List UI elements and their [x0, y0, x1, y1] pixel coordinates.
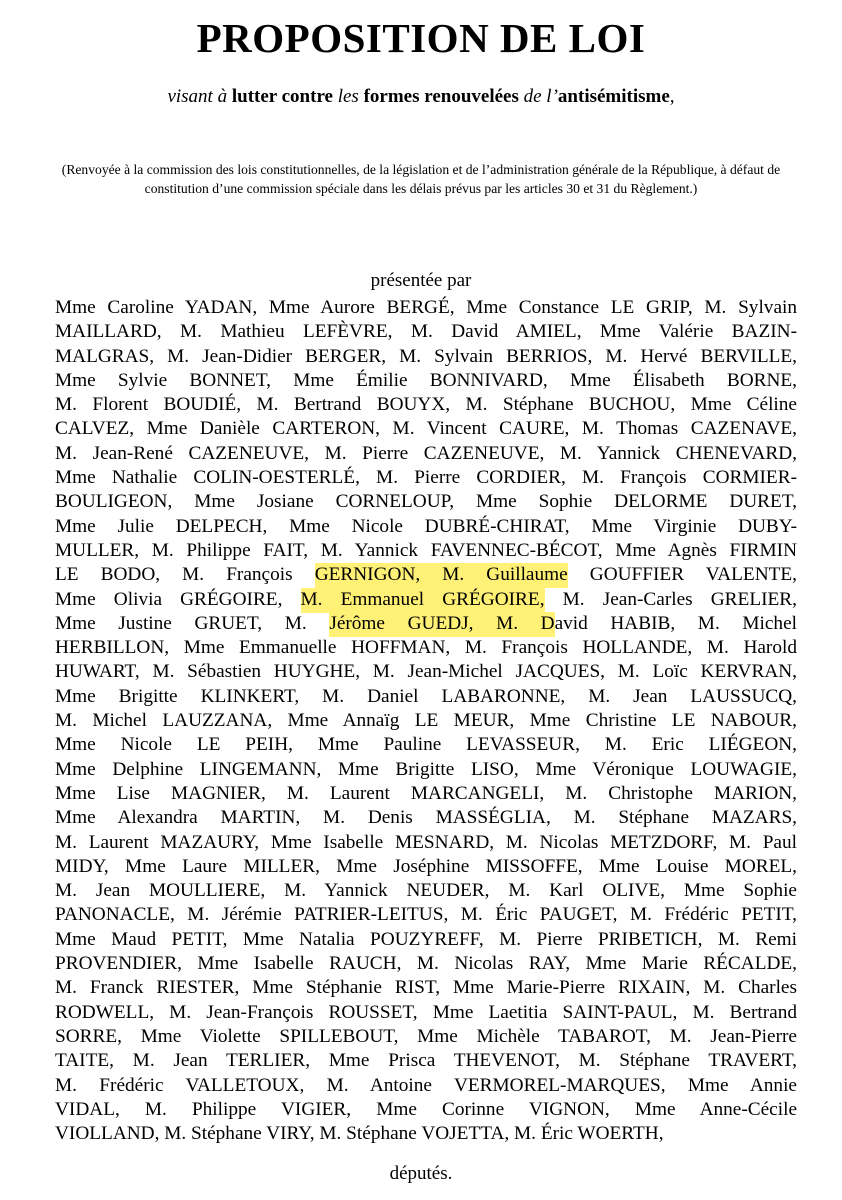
subtitle-part: de l’ [523, 86, 558, 107]
closing-deputes: députés. [389, 1163, 453, 1184]
author-line: LE BODO, M. François GERNIGON, M. Guillaume GOUFFIER VALENTE, [55, 563, 797, 587]
author-line: Mme Justine GRUET, M. Jérôme GUEDJ, M. David HABIB, M. Michel [55, 612, 797, 636]
subtitle-part: lutter contre [231, 86, 333, 107]
author-line: Mme Caroline YADAN, Mme Aurore BERGÉ, Mme Constance LE GRIP, M. Sylvain [55, 297, 797, 318]
subtitle-part: antisémitisme [557, 86, 670, 107]
author-line: M. Florent BOUDIÉ, M. Bertrand BOUYX, M. Stéphane BUCHOU, Mme Céline [55, 394, 797, 416]
author-line: TAITE, M. Jean TERLIER, Mme Prisca THEVENOT, M. Stéphane TRAVERT, [55, 1050, 797, 1072]
author-line: BOULIGEON, Mme Josiane CORNELOUP, Mme Sophie DELORME DURET, [55, 491, 797, 513]
highlighted-name: GERNIGON, M. Guillaume [315, 563, 568, 588]
authors-list [55, 296, 797, 1146]
author-line: PROVENDIER, Mme Isabelle RAUCH, M. Nicolas RAY, Mme Marie RÉCALDE, [55, 953, 797, 975]
author-line: PANONACLE, M. Jérémie PATRIER-LEITUS, M. Éric PAUGET, M. Frédéric PETIT, [55, 904, 797, 926]
page-title: PROPOSITION DE LOI [196, 15, 646, 61]
author-line: Mme Sylvie BONNET, Mme Émilie BONNIVARD, Mme Élisabeth BORNE, [55, 369, 797, 391]
author-line: MIDY, Mme Laure MILLER, Mme Joséphine MISSOFFE, Mme Louise MOREL, [55, 855, 797, 877]
author-line: M. Frédéric VALLETOUX, M. Antoine VERMOREL-MARQUES, Mme Annie [55, 1074, 797, 1096]
author-line: RODWELL, M. Jean-François ROUSSET, Mme Laetitia SAINT-PAUL, M. Bertrand [55, 1001, 797, 1023]
author-line: M. Franck RIESTER, Mme Stéphanie RIST, Mme Marie-Pierre RIXAIN, M. Charles [55, 977, 797, 999]
author-line: Mme Nicole LE PEIH, Mme Pauline LEVASSEUR, M. Eric LIÉGEON, [55, 734, 797, 756]
author-line: Mme Lise MAGNIER, M. Laurent MARCANGELI, M. Christophe MARION, [55, 782, 797, 804]
highlighted-name: Jérôme GUEDJ, M. D [329, 612, 554, 637]
author-line: Mme Alexandra MARTIN, M. Denis MASSÉGLIA, M. Stéphane MAZARS, [55, 807, 797, 829]
author-line: M. Michel LAUZZANA, Mme Annaïg LE MEUR, Mme Christine LE NABOUR, [55, 710, 797, 732]
author-line: SORRE, Mme Violette SPILLEBOUT, Mme Michèle TABAROT, M. Jean-Pierre [55, 1025, 797, 1047]
referral-note: (Renvoyée à la commission des lois constitutionnelles, de la législation et de l’administration générale de la République, à défaut de constitution d’une commission spéciale dans les délais prévus par les articles 30 et 31 du Règlement.) [61, 162, 781, 196]
author-line: MULLER, M. Philippe FAIT, M. Yannick FAVENNEC-BÉCOT, Mme Agnès FIRMIN [55, 539, 797, 561]
author-line: Mme Brigitte KLINKERT, M. Daniel LABARONNE, M. Jean LAUSSUCQ, [55, 685, 797, 707]
subtitle-part: les [337, 86, 359, 107]
subtitle-part: , [669, 86, 675, 107]
author-line: HUWART, M. Sébastien HUYGHE, M. Jean-Michel JACQUES, M. Loïc KERVRAN, [55, 661, 797, 683]
author-line: MAILLARD, M. Mathieu LEFÈVRE, M. David AMIEL, Mme Valérie BAZIN- [55, 321, 797, 343]
author-line: CALVEZ, Mme Danièle CARTERON, M. Vincent CAURE, M. Thomas CAZENAVE, [55, 418, 797, 440]
author-line: M. Laurent MAZAURY, Mme Isabelle MESNARD, M. Nicolas METZDORF, M. Paul [55, 831, 797, 853]
subtitle-part: formes renouvelées [363, 86, 519, 107]
subtitle [0, 86, 842, 108]
author-line: Mme Olivia GRÉGOIRE, M. Emmanuel GRÉGOIRE, M. Jean-Carles GRELIER, [55, 588, 797, 612]
author-line: VIDAL, M. Philippe VIGIER, Mme Corinne VIGNON, Mme Anne-Cécile [55, 1098, 797, 1120]
author-line: Mme Delphine LINGEMANN, Mme Brigitte LISO, Mme Véronique LOUWAGIE, [55, 758, 797, 780]
presented-by: présentée par [370, 270, 472, 291]
author-line: Mme Nathalie COLIN-OESTERLÉ, M. Pierre CORDIER, M. François CORMIER- [55, 467, 797, 489]
author-line: M. Jean-René CAZENEUVE, M. Pierre CAZENEUVE, M. Yannick CHENEVARD, [55, 442, 797, 464]
highlighted-name: M. Emmanuel GRÉGOIRE, [301, 588, 545, 613]
author-line: M. Jean MOULLIERE, M. Yannick NEUDER, M. Karl OLIVE, Mme Sophie [55, 880, 797, 902]
author-line: Mme Maud PETIT, Mme Natalia POUZYREFF, M. Pierre PRIBETICH, M. Remi [55, 928, 797, 950]
subtitle-part: visant à [167, 86, 228, 107]
author-line: VIOLLAND, M. Stéphane VIRY, M. Stéphane VOJETTA, M. Éric WOERTH, [55, 1123, 664, 1145]
author-line: HERBILLON, Mme Emmanuelle HOFFMAN, M. François HOLLANDE, M. Harold [55, 637, 797, 659]
author-line: Mme Julie DELPECH, Mme Nicole DUBRÉ-CHIRAT, Mme Virginie DUBY- [55, 515, 797, 537]
author-line: MALGRAS, M. Jean-Didier BERGER, M. Sylvain BERRIOS, M. Hervé BERVILLE, [55, 345, 797, 367]
